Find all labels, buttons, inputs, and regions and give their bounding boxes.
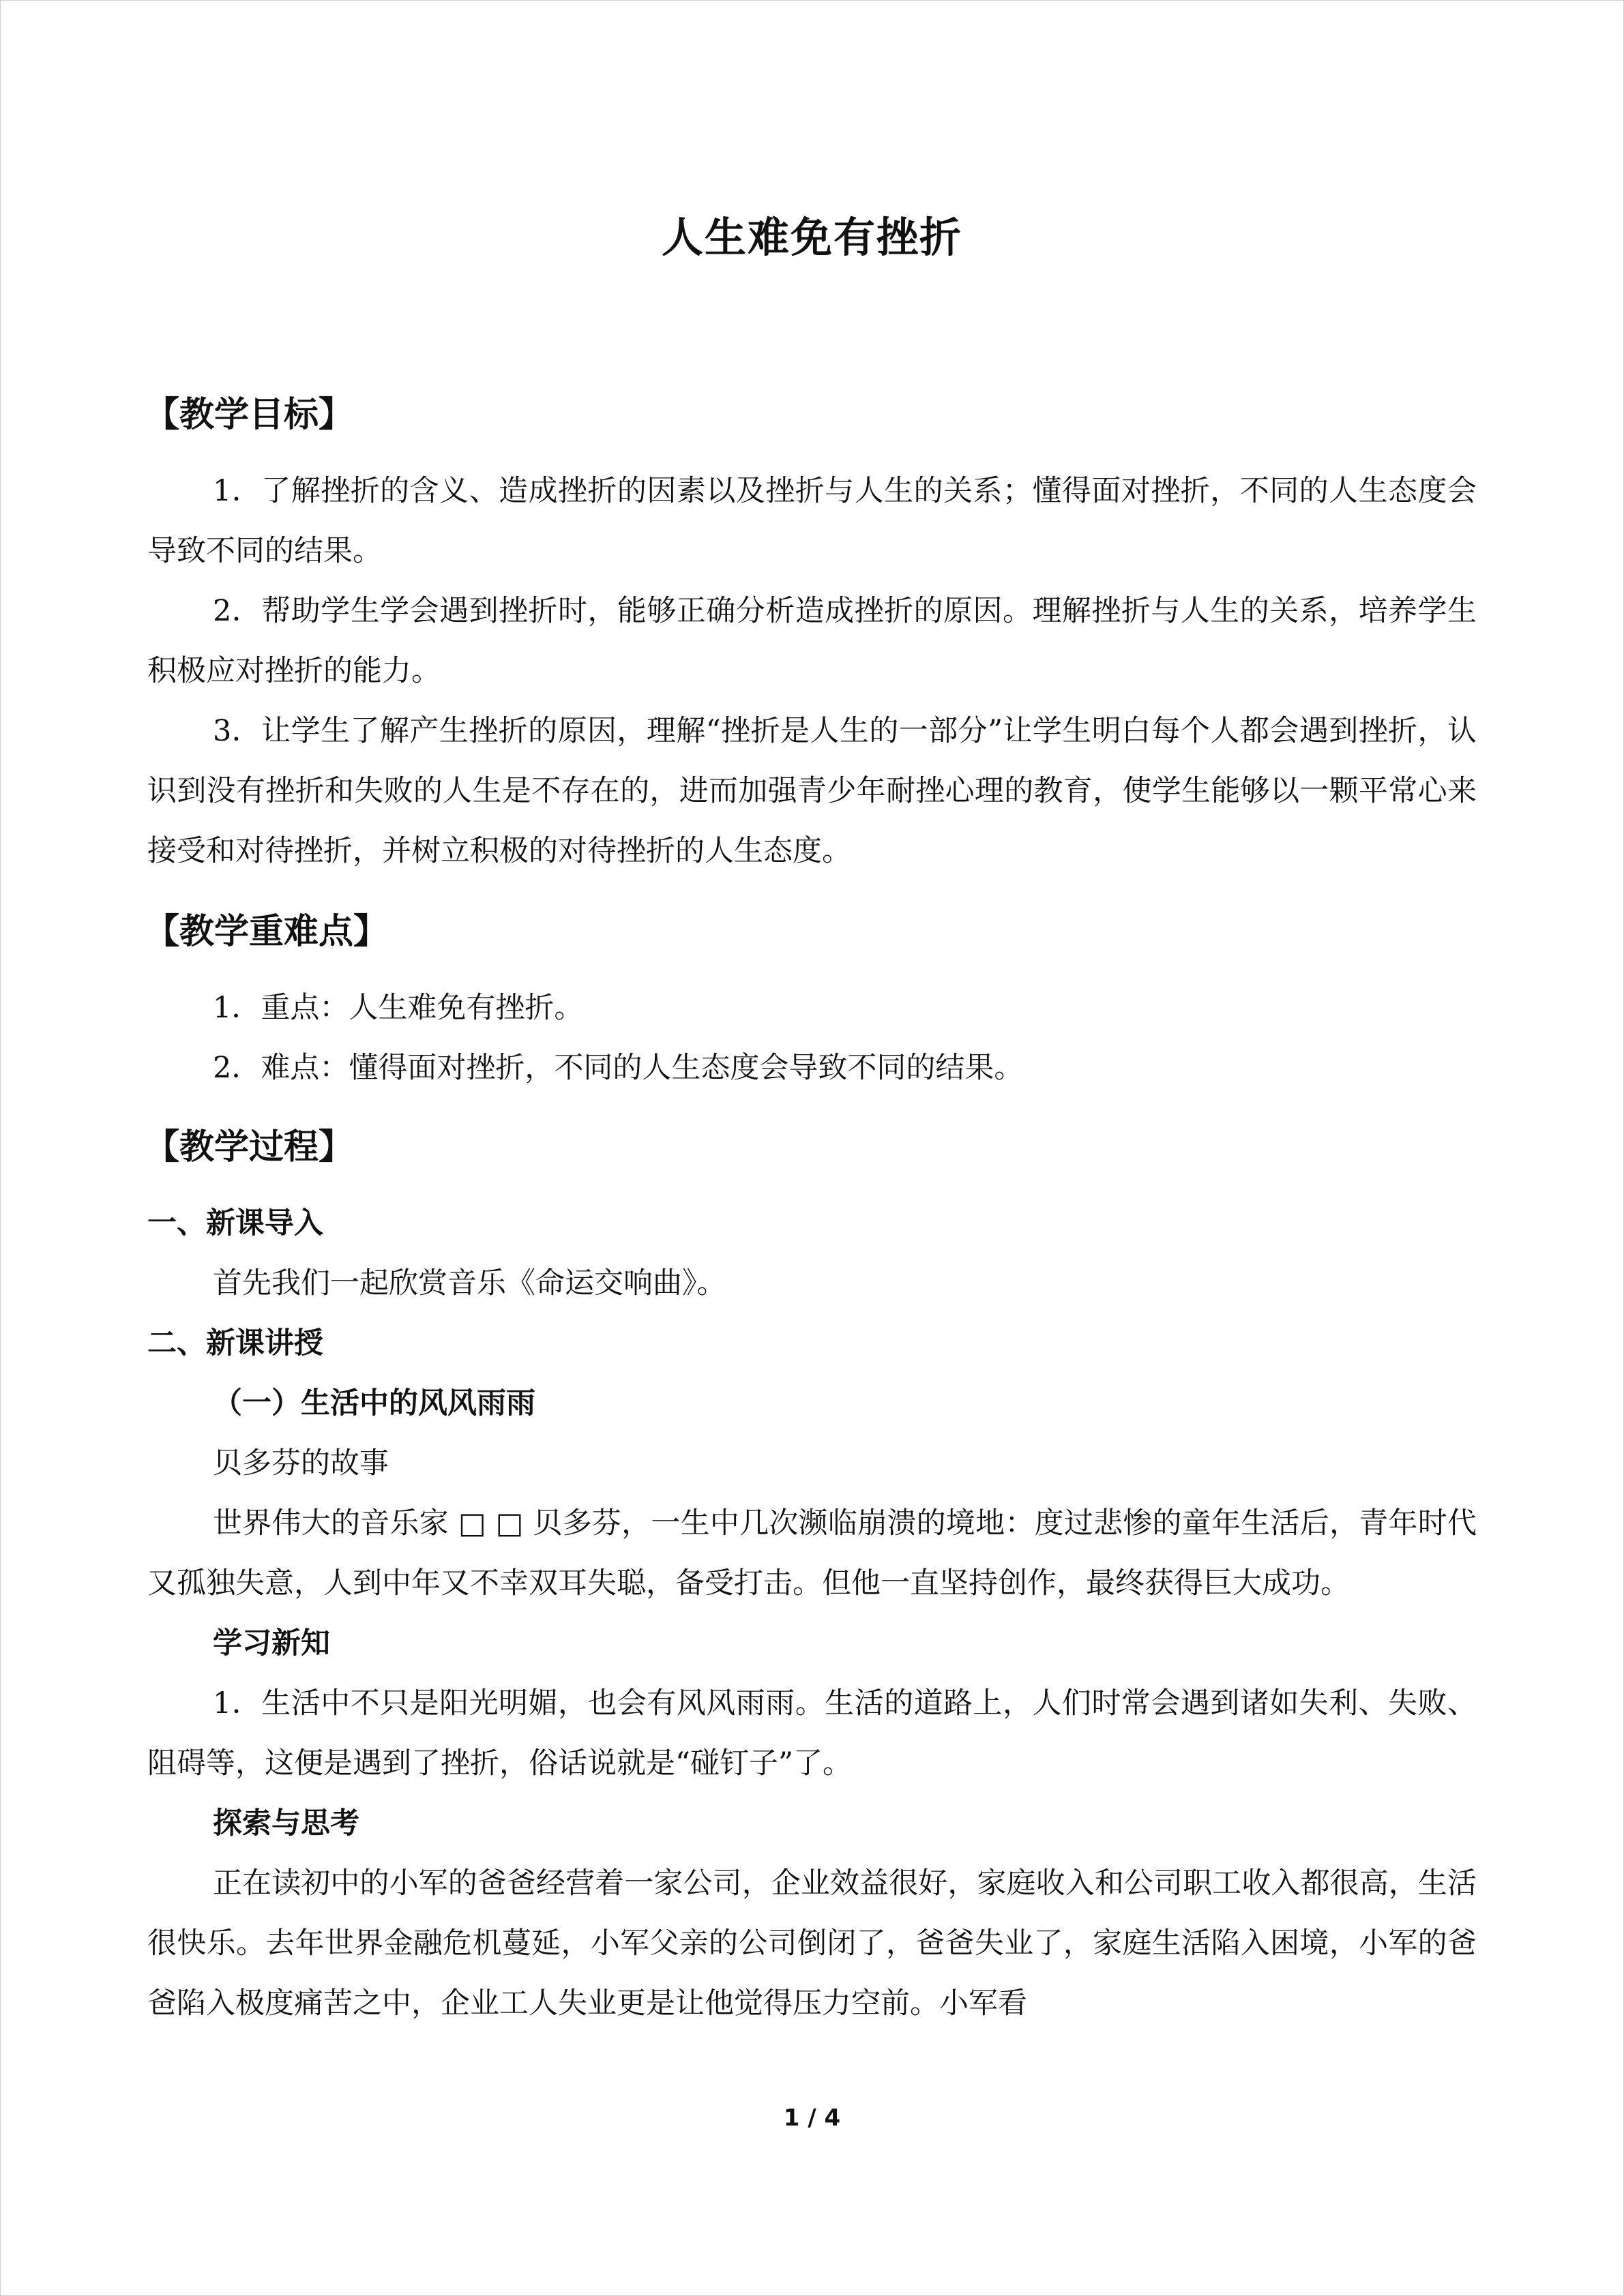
explore-heading: 探索与思考 <box>213 1806 359 1840</box>
story-text: 世界伟大的音乐家 □ □ 贝多芬，一生中几次濒临崩溃的境地：度过悲惨的童年生活后，青年时代又孤独失意，人到中年又不幸双耳失聪，备受打击。但他一直坚持创作，最终获得巨大成功。 <box>147 1506 1477 1600</box>
goal-item-2: 2．帮助学生学会遇到挫折时，能够正确分析造成挫折的原因。理解挫折与人生的关系，培养学生积极应对挫折的能力。 <box>147 594 1477 688</box>
learn-text: 1．生活中不只是阳光明媚，也会有风风雨雨。生活的道路上，人们时常会遇到诸如失利、失败、阻碍等，这便是遇到了挫折，俗话说就是“碰钉子”了。 <box>147 1686 1477 1780</box>
document-body <box>147 382 1477 2033</box>
key-point-item-1: 1．重点：人生难免有挫折。 <box>213 991 584 1025</box>
sub-section-heading: （一）生活中的风风雨雨 <box>213 1386 535 1420</box>
intro-heading: 一、新课导入 <box>147 1206 323 1240</box>
goal-item-3: 3．让学生了解产生挫折的原因，理解“挫折是人生的一部分”让学生明白每个人都会遇到挫折，认识到没有挫折和失败的人生是不存在的，进而加强青少年耐挫心理的教育，使学生能够以一颗平常心来接受和对待挫折，并树立积极的对待挫折的人生态度。 <box>147 714 1477 868</box>
lecture-heading: 二、新课讲授 <box>147 1326 323 1360</box>
section-heading-key-points: 【教学重难点】 <box>145 911 389 952</box>
explore-text: 正在读初中的小军的爸爸经营着一家公司，企业效益很好，家庭收入和公司职工收入都很高，生活很快乐。去年世界金融危机蔓延，小军父亲的公司倒闭了，爸爸失业了，家庭生活陷入困境，小军的爸爸陷入极度痛苦之中，企业工人失业更是让他觉得压力空前。小军看 <box>147 1866 1477 2021</box>
document-title: 人生难免有挫折 <box>661 213 962 262</box>
key-point-item-2: 2．难点：懂得面对挫折，不同的人生态度会导致不同的结果。 <box>213 1051 1024 1085</box>
page-number: 1 / 4 <box>783 2104 841 2132</box>
section-heading-process: 【教学过程】 <box>145 1127 354 1167</box>
learn-heading: 学习新知 <box>213 1626 330 1660</box>
section-heading-goals: 【教学目标】 <box>145 394 354 435</box>
story-title: 贝多芬的故事 <box>213 1446 389 1480</box>
intro-text: 首先我们一起欣赏音乐《命运交响曲》。 <box>213 1266 726 1300</box>
goal-item-1: 1．了解挫折的含义、造成挫折的因素以及挫折与人生的关系；懂得面对挫折，不同的人生态度会导致不同的结果。 <box>147 474 1477 568</box>
